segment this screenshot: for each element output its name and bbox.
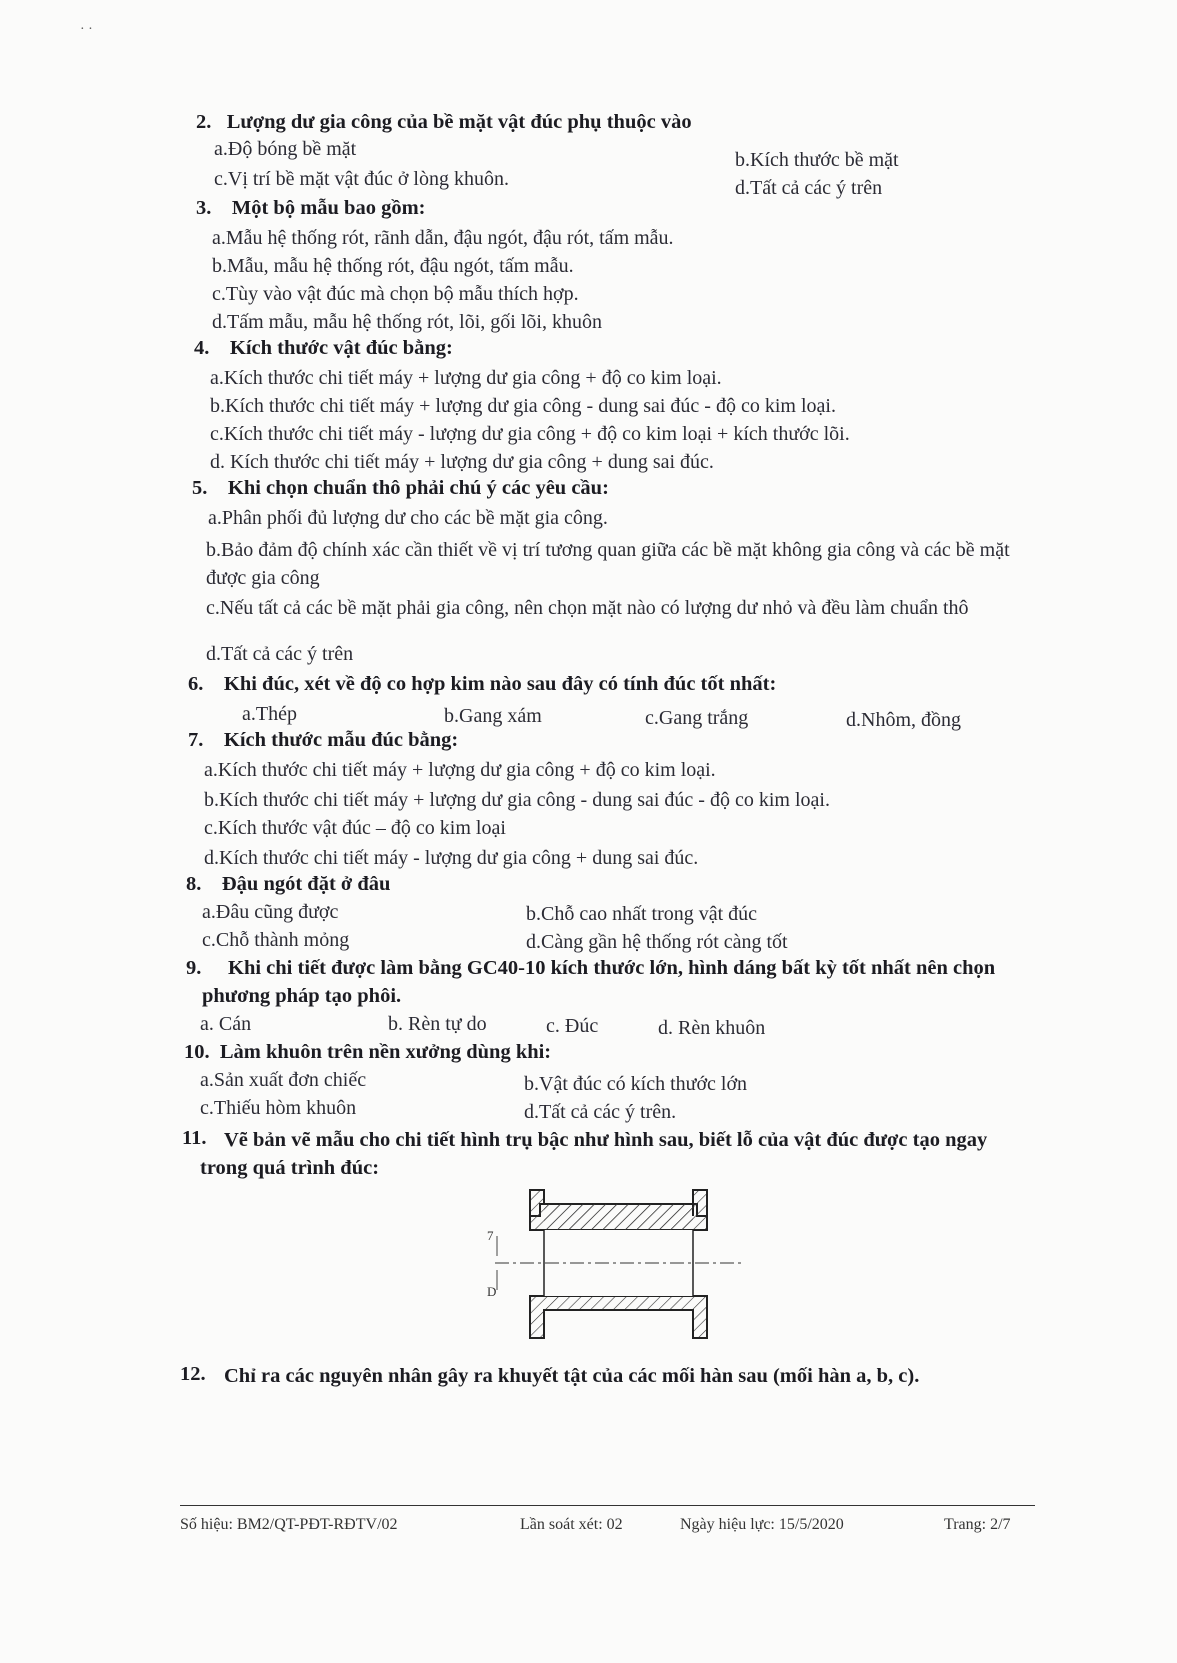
footer-divider [180, 1505, 1035, 1506]
question-number: 10. [184, 1041, 210, 1063]
option: c.Chỗ thành mỏng [202, 929, 350, 951]
question-number: 4. [194, 337, 210, 359]
question-number: 5. [192, 477, 208, 499]
question-text: Lượng dư gia công của bề mặt vật đúc phụ thuộc vào [226, 111, 692, 133]
option: b.Kích thước chi tiết máy + lượng dư gia công - dung sai đúc - độ co kim loại. [210, 395, 836, 417]
option: b.Gang xám [444, 705, 542, 727]
option: a.Kích thước chi tiết máy + lượng dư gia công + độ co kim loại. [210, 367, 722, 389]
top-flange-section [530, 1190, 707, 1230]
option: b.Vật đúc có kích thước lớn [524, 1073, 748, 1095]
option: d.Tất cả các ý trên [735, 177, 883, 199]
option: a.Mẫu hệ thống rót, rãnh dẫn, đậu ngót, đậu rót, tấm mẫu. [212, 227, 674, 249]
option: d.Tất cả các ý trên. [524, 1101, 677, 1123]
question-6 [188, 672, 776, 696]
option: c.Vị trí bề mặt vật đúc ở lòng khuôn. [214, 168, 509, 190]
question-3 [196, 196, 425, 220]
option: d.Nhôm, đồng [846, 709, 961, 731]
question-8 [186, 872, 390, 896]
question-text: Chỉ ra các nguyên nhân gây ra khuyết tật của các mối hàn sau (mối hàn a, b, c). [224, 1365, 920, 1387]
option: d.Kích thước chi tiết máy - lượng dư gia công + dung sai đúc. [204, 847, 699, 869]
question-4 [194, 336, 453, 360]
option: d. Kích thước chi tiết máy + lượng dư gia công + dung sai đúc. [210, 451, 714, 473]
stepped-cylinder-figure [465, 1186, 755, 1346]
option: a.Sản xuất đơn chiếc [200, 1069, 367, 1091]
question-text: Kích thước vật đúc bằng: [229, 337, 453, 359]
question-number: 11. [182, 1127, 207, 1149]
option: c.Kích thước vật đúc – độ co kim loại [204, 817, 506, 839]
option: b.Chỗ cao nhất trong vật đúc [526, 903, 758, 925]
question-text: Đậu ngót đặt ở đâu [221, 873, 391, 895]
question-number: 12. [180, 1363, 206, 1385]
option: a.Độ bóng bề mặt [214, 138, 357, 160]
option: a. Cán [200, 1013, 252, 1035]
option: c. Đúc [546, 1015, 599, 1037]
option: c.Nếu tất cả các bề mặt phải gia công, nên chọn mặt nào có lượng dư nhỏ và đều làm chuẩn thô [206, 597, 969, 619]
option: b.Kích thước bề mặt [735, 149, 899, 171]
option: d.Càng gần hệ thống rót càng tốt [526, 931, 788, 953]
question-7 [188, 728, 458, 752]
option: a.Kích thước chi tiết máy + lượng dư gia công + độ co kim loại. [204, 759, 716, 781]
question-number: 7. [188, 729, 204, 751]
question-number: 8. [186, 873, 202, 895]
option: c.Tùy vào vật đúc mà chọn bộ mẫu thích hợp. [212, 283, 579, 305]
option: d.Tấm mẫu, mẫu hệ thống rót, lõi, gối lõi, khuôn [212, 311, 602, 333]
figure-label-top: 7 [487, 1228, 494, 1243]
question-text: Khi chọn chuẩn thô phải chú ý các yêu cầu: [227, 477, 609, 499]
option: c.Thiếu hòm khuôn [200, 1097, 357, 1119]
option: b.Kích thước chi tiết máy + lượng dư gia công - dung sai đúc - độ co kim loại. [204, 789, 830, 811]
option: a.Phân phối đủ lượng dư cho các bề mặt gia công. [208, 507, 608, 529]
option: a.Thép [242, 703, 297, 725]
footer-doc-code: Số hiệu: BM2/QT-PĐT-RĐTV/02 [180, 1516, 398, 1533]
question-text: Kích thước mẫu đúc bằng: [223, 729, 459, 751]
footer-effective-date: Ngày hiệu lực: 15/5/2020 [680, 1516, 844, 1533]
question-number: 3. [196, 197, 212, 219]
footer-page-number: Trang: 2/7 [944, 1516, 1011, 1533]
option: d. Rèn khuôn [658, 1017, 766, 1039]
option: d.Tất cả các ý trên [206, 643, 354, 665]
question-text: Khi đúc, xét về độ co hợp kim nào sau đây có tính đúc tốt nhất: [223, 673, 777, 695]
option: b.Bảo đảm độ chính xác cần thiết về vị trí tương quan giữa các bề mặt không gia công và các bề mặt được gia công [206, 539, 1010, 589]
figure-label-bottom: D [487, 1284, 497, 1299]
question-2 [196, 110, 692, 134]
bottom-flange-section [530, 1296, 707, 1338]
option: b. Rèn tự do [388, 1013, 487, 1035]
question-text: Một bộ mẫu bao gồm: [231, 197, 426, 219]
question-text: Vẽ bản vẽ mẫu cho chi tiết hình trụ bậc như hình sau, biết lỗ của vật đúc được tạo ngay trong quá trình đúc: [200, 1129, 988, 1179]
question-5 [192, 476, 609, 500]
scan-speck: · · [80, 22, 93, 37]
footer-revision: Lần soát xét: 02 [520, 1516, 623, 1533]
question-number: 9. [186, 957, 202, 979]
question-text: Làm khuôn trên nền xưởng dùng khi: [219, 1041, 552, 1063]
option: b.Mẫu, mẫu hệ thống rót, đậu ngót, tấm mẫu. [212, 255, 574, 277]
option: c.Gang trắng [645, 707, 749, 729]
question-number: 6. [188, 673, 204, 695]
option: c.Kích thước chi tiết máy - lượng dư gia công + độ co kim loại + kích thước lõi. [210, 423, 850, 445]
question-number: 2. [196, 111, 212, 133]
option: a.Đâu cũng được [202, 901, 339, 923]
question-10 [184, 1040, 551, 1064]
question-text: Khi chi tiết được làm bằng GC40-10 kích thước lớn, hình dáng bất kỳ tốt nhất nên chọn phương pháp tạo phôi. [202, 957, 996, 1007]
